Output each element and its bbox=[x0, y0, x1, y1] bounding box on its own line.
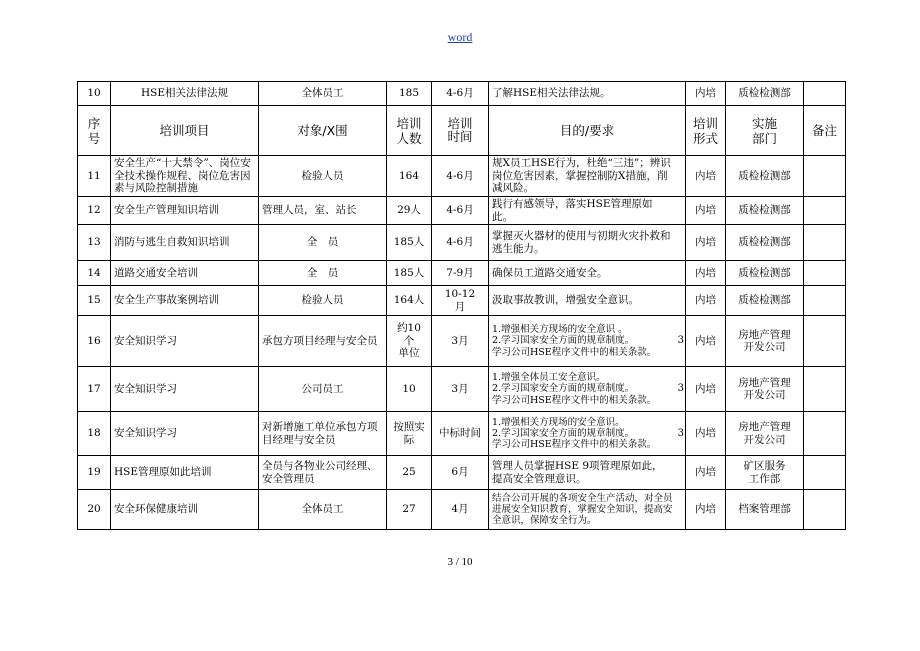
cell-form: 内培 bbox=[686, 225, 726, 261]
cell-no: 14 bbox=[78, 261, 111, 286]
cell-purpose bbox=[489, 367, 686, 412]
cell-item: HSE相关法律法规 bbox=[111, 82, 259, 106]
cell-form: 内培 bbox=[686, 261, 726, 286]
cell-count: 185 bbox=[387, 82, 432, 106]
cell-no: 19 bbox=[78, 456, 111, 490]
cell-time: 6月 bbox=[432, 456, 489, 490]
purpose-text: 管理人员掌握HSE 9项管理原如此，提高安全管理意识。 bbox=[492, 460, 663, 485]
cell-note bbox=[804, 367, 846, 412]
cell-count: 29人 bbox=[387, 197, 432, 225]
purpose-mark: 3 bbox=[677, 335, 684, 347]
purpose-text: 结合公司开展的各项安全生产活动，对全员进展安全知识教育，掌握安全知识，提高安全意识，保障安全行为。 bbox=[492, 492, 673, 527]
table-row bbox=[78, 316, 846, 367]
cell-form: 内培 bbox=[686, 367, 726, 412]
purpose-text: 规X员工HSE行为，杜绝“三违”；辨识岗位危害因素，掌握控制防X措施，削减风险。 bbox=[492, 157, 671, 195]
table-row bbox=[78, 82, 846, 106]
header-target: 对象/X围 bbox=[259, 106, 387, 156]
purpose-text: 掌握灭火器材的使用与初期火灾扑救和逃生能力。 bbox=[492, 230, 671, 255]
cell-time: 中标时间 bbox=[432, 412, 489, 456]
purpose-text: 1.增强相关方现场的安全意识。 2.学习国家安全方面的规章制度。 学习公司HSE程序文件中的相关条款。 bbox=[492, 416, 657, 451]
cell-time: 3月 bbox=[432, 316, 489, 367]
header-dept: 实施 部门 bbox=[726, 106, 804, 156]
header-purpose: 目的/要求 bbox=[489, 106, 686, 156]
cell-count: 约10 个 单位 bbox=[387, 316, 432, 367]
cell-purpose bbox=[489, 490, 686, 530]
cell-no: 10 bbox=[78, 82, 111, 106]
table-row bbox=[78, 261, 846, 286]
cell-note bbox=[804, 316, 846, 367]
header-count: 培训 人数 bbox=[387, 106, 432, 156]
header-form: 培训 形式 bbox=[686, 106, 726, 156]
cell-dept: 档案管理部 bbox=[726, 490, 804, 530]
table-row bbox=[78, 456, 846, 490]
cell-dept: 房地产管理 开发公司 bbox=[726, 316, 804, 367]
cell-time: 4-6月 bbox=[432, 82, 489, 106]
header-no: 序 号 bbox=[78, 106, 111, 156]
cell-time: 4月 bbox=[432, 490, 489, 530]
cell-no: 13 bbox=[78, 225, 111, 261]
cell-note bbox=[804, 456, 846, 490]
cell-purpose bbox=[489, 197, 686, 225]
table-row bbox=[78, 156, 846, 197]
training-plan-table bbox=[77, 81, 846, 530]
cell-note bbox=[804, 261, 846, 286]
cell-dept: 质检检测部 bbox=[726, 225, 804, 261]
cell-target: 承包方项目经理与安全员 bbox=[259, 316, 387, 367]
cell-item: 安全生产事故案例培训 bbox=[111, 286, 259, 316]
cell-dept: 质检检测部 bbox=[726, 156, 804, 197]
table-row bbox=[78, 490, 846, 530]
cell-target: 检验人员 bbox=[259, 286, 387, 316]
cell-purpose bbox=[489, 316, 686, 367]
cell-item: HSE管理原如此培训 bbox=[111, 456, 259, 490]
cell-target: 管理人员，室、站长 bbox=[259, 197, 387, 225]
cell-item: 安全知识学习 bbox=[111, 367, 259, 412]
cell-target: 全 员 bbox=[259, 261, 387, 286]
cell-no: 12 bbox=[78, 197, 111, 225]
cell-no: 15 bbox=[78, 286, 111, 316]
cell-count: 185人 bbox=[387, 225, 432, 261]
header-time: 培训 时间 bbox=[432, 106, 489, 156]
cell-form: 内培 bbox=[686, 82, 726, 106]
cell-form: 内培 bbox=[686, 412, 726, 456]
table-row bbox=[78, 197, 846, 225]
cell-dept: 矿区服务 工作部 bbox=[726, 456, 804, 490]
cell-dept: 质检检测部 bbox=[726, 197, 804, 225]
table-row bbox=[78, 367, 846, 412]
purpose-text: 1.增强相关方现场的安全意识 。 2.学习国家安全方面的规章制度。 学习公司HSE程序文件中的相关条款。 bbox=[492, 324, 657, 358]
cell-no: 18 bbox=[78, 412, 111, 456]
cell-target: 检验人员 bbox=[259, 156, 387, 197]
cell-time: 4-6月 bbox=[432, 156, 489, 197]
header-note: 备注 bbox=[804, 106, 846, 156]
cell-time: 10-12 月 bbox=[432, 286, 489, 316]
header-word-link[interactable]: word bbox=[447, 30, 473, 44]
purpose-text: 确保员工道路交通安全。 bbox=[492, 266, 608, 279]
cell-item: 安全生产“十大禁令”、岗位安全技术操作规程、岗位危害因素与风险控制措施 bbox=[111, 156, 259, 197]
cell-item: 道路交通安全培训 bbox=[111, 261, 259, 286]
cell-count: 25 bbox=[387, 456, 432, 490]
cell-item: 消防与逃生自救知识培训 bbox=[111, 225, 259, 261]
cell-time: 4-6月 bbox=[432, 225, 489, 261]
cell-dept: 质检检测部 bbox=[726, 261, 804, 286]
cell-item: 安全生产管理知识培训 bbox=[111, 197, 259, 225]
cell-purpose bbox=[489, 225, 686, 261]
cell-purpose bbox=[489, 286, 686, 316]
cell-form: 内培 bbox=[686, 316, 726, 367]
purpose-mark: 3 bbox=[677, 427, 684, 439]
cell-purpose bbox=[489, 156, 686, 197]
cell-target: 全体员工 bbox=[259, 82, 387, 106]
page-number: 3 / 10 bbox=[447, 556, 473, 568]
cell-purpose bbox=[489, 261, 686, 286]
cell-note bbox=[804, 82, 846, 106]
cell-count: 按照实 际 bbox=[387, 412, 432, 456]
cell-note bbox=[804, 156, 846, 197]
cell-note bbox=[804, 490, 846, 530]
cell-dept: 质检检测部 bbox=[726, 286, 804, 316]
cell-count: 27 bbox=[387, 490, 432, 530]
cell-note bbox=[804, 197, 846, 225]
cell-item: 安全知识学习 bbox=[111, 412, 259, 456]
cell-dept: 房地产管理 开发公司 bbox=[726, 412, 804, 456]
purpose-text: 1.增强全体员工安全意识。 2.学习国家安全方面的规章制度。 学习公司HSE程序文件中的相关条款。 bbox=[492, 372, 657, 406]
cell-target: 全员与各物业公司经理、安全管理员 bbox=[259, 456, 387, 490]
cell-item: 安全环保健康培训 bbox=[111, 490, 259, 530]
cell-purpose bbox=[489, 456, 686, 490]
purpose-mark: 3 bbox=[677, 383, 684, 395]
cell-no: 20 bbox=[78, 490, 111, 530]
table-row bbox=[78, 286, 846, 316]
cell-no: 11 bbox=[78, 156, 111, 197]
table-row bbox=[78, 225, 846, 261]
table-row bbox=[78, 412, 846, 456]
cell-form: 内培 bbox=[686, 156, 726, 197]
cell-target: 对新增施工单位承包方项目经理与安全员 bbox=[259, 412, 387, 456]
cell-time: 7-9月 bbox=[432, 261, 489, 286]
cell-count: 185人 bbox=[387, 261, 432, 286]
cell-count: 10 bbox=[387, 367, 432, 412]
cell-time: 4-6月 bbox=[432, 197, 489, 225]
cell-target: 公司员工 bbox=[259, 367, 387, 412]
cell-dept: 房地产管理 开发公司 bbox=[726, 367, 804, 412]
cell-note bbox=[804, 225, 846, 261]
cell-dept: 质检检测部 bbox=[726, 82, 804, 106]
cell-form: 内培 bbox=[686, 286, 726, 316]
cell-purpose: 了解HSE相关法律法规。 bbox=[489, 82, 686, 106]
cell-no: 16 bbox=[78, 316, 111, 367]
cell-form: 内培 bbox=[686, 490, 726, 530]
table-header-row bbox=[78, 106, 846, 156]
cell-target: 全 员 bbox=[259, 225, 387, 261]
cell-note bbox=[804, 412, 846, 456]
purpose-text: 汲取事故教训，增强安全意识。 bbox=[492, 294, 639, 307]
purpose-text: 践行有感领导，落实HSE管理原如此。 bbox=[492, 198, 653, 223]
cell-target: 全体员工 bbox=[259, 490, 387, 530]
cell-form: 内培 bbox=[686, 456, 726, 490]
cell-time: 3月 bbox=[432, 367, 489, 412]
header-item: 培训项目 bbox=[111, 106, 259, 156]
cell-purpose bbox=[489, 412, 686, 456]
cell-no: 17 bbox=[78, 367, 111, 412]
cell-count: 164 bbox=[387, 156, 432, 197]
cell-form: 内培 bbox=[686, 197, 726, 225]
cell-count: 164人 bbox=[387, 286, 432, 316]
cell-note bbox=[804, 286, 846, 316]
cell-item: 安全知识学习 bbox=[111, 316, 259, 367]
